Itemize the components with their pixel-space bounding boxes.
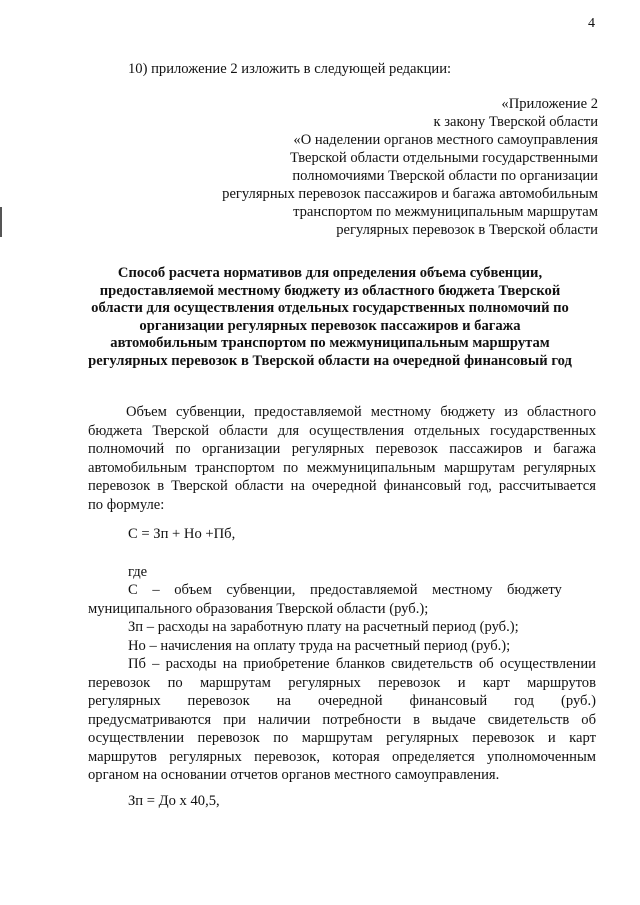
where-label: где — [128, 564, 148, 580]
paragraph-line: автомобильным транспортом по межмуниципальным маршрутам регулярных — [88, 459, 596, 476]
appendix-header-line: к закону Тверской области — [433, 114, 598, 130]
paragraph-line: перевозок в Тверской области на очередной финансовый год, рассчитывается — [88, 478, 596, 494]
appendix-header-line: Тверской области отдельными государственными — [290, 150, 598, 166]
appendix-header-line: регулярных перевозок в Тверской области — [336, 222, 598, 238]
definitions — [88, 581, 596, 785]
definition-zp: Зп – расходы на заработную плату на расчетный период (руб.); — [128, 619, 519, 635]
title-line: автомобильным транспортом по межмуниципальным маршрутам — [110, 335, 550, 351]
page-number: 4 — [588, 16, 595, 31]
definition-pb-line: Пб – расходы на приобретение бланков свидетельств об осуществлении — [128, 656, 596, 672]
formula-1: С = Зп + Но +Пб, — [128, 526, 236, 542]
definition-c-cont: муниципального образования Тверской области (руб.); — [88, 600, 429, 617]
paragraph-line: полномочий по организации регулярных перевозок пассажиров и багажа — [88, 441, 596, 457]
title-line: Способ расчета нормативов для определения объема субвенции, — [117, 265, 543, 281]
appendix-header-line: полномочиями Тверской области по организации — [292, 168, 598, 184]
definition-pb-line: осуществлении перевозок по маршрутам регулярных перевозок и карт — [88, 730, 596, 746]
title-line: предоставляемой местному бюджету из областного бюджета Тверской — [99, 282, 561, 299]
appendix-header-line: «Приложение 2 — [501, 96, 598, 112]
appendix-header-line: транспортом по межмуниципальным маршрутам — [293, 204, 598, 220]
paragraph-line: по формуле: — [88, 496, 165, 513]
formula-2: Зп = До х 40,5, — [128, 793, 220, 809]
definition-pb-line: органом на основании отчетов органов местного самоуправления. — [88, 767, 500, 783]
definition-no: Но – начисления на оплату труда на расчетный период (руб.); — [128, 637, 511, 654]
appendix-header-line: «О наделении органов местного самоуправления — [293, 132, 598, 148]
definition-c: С – объем субвенции, предоставляемой местному бюджету — [128, 582, 562, 598]
appendix-header — [222, 95, 598, 239]
document-title — [60, 265, 600, 370]
appendix-header-line: регулярных перевозок пассажиров и багажа автомобильным — [222, 186, 598, 202]
scan-edge-mark — [0, 207, 2, 237]
definition-pb-line: предусматриваются при наличии потребности в выдаче свидетельств об — [88, 711, 596, 728]
paragraph-line: Объем субвенции, предоставляемой местному бюджету из областного — [126, 404, 596, 420]
title-line: регулярных перевозок в Тверской области на очередной финансовый год — [88, 352, 572, 369]
definition-pb-line: перевозок по маршрутам регулярных перевозок и карт маршрутов — [88, 674, 596, 691]
definition-pb-line: маршрутов регулярных перевозок, которая определяется уполномоченным — [88, 748, 596, 765]
definition-pb-line: регулярных перевозок на очередной финансовый год (руб.) — [88, 693, 596, 709]
title-line: организации регулярных перевозок пассажиров и багажа — [139, 317, 521, 334]
intro-line: 10) приложение 2 изложить в следующей редакции: — [128, 61, 452, 77]
title-line: области для осуществления отдельных государственных полномочий по — [91, 300, 569, 316]
paragraph-1 — [88, 403, 596, 514]
paragraph-line: бюджета Тверской области для осуществления отдельных государственных — [88, 422, 596, 439]
